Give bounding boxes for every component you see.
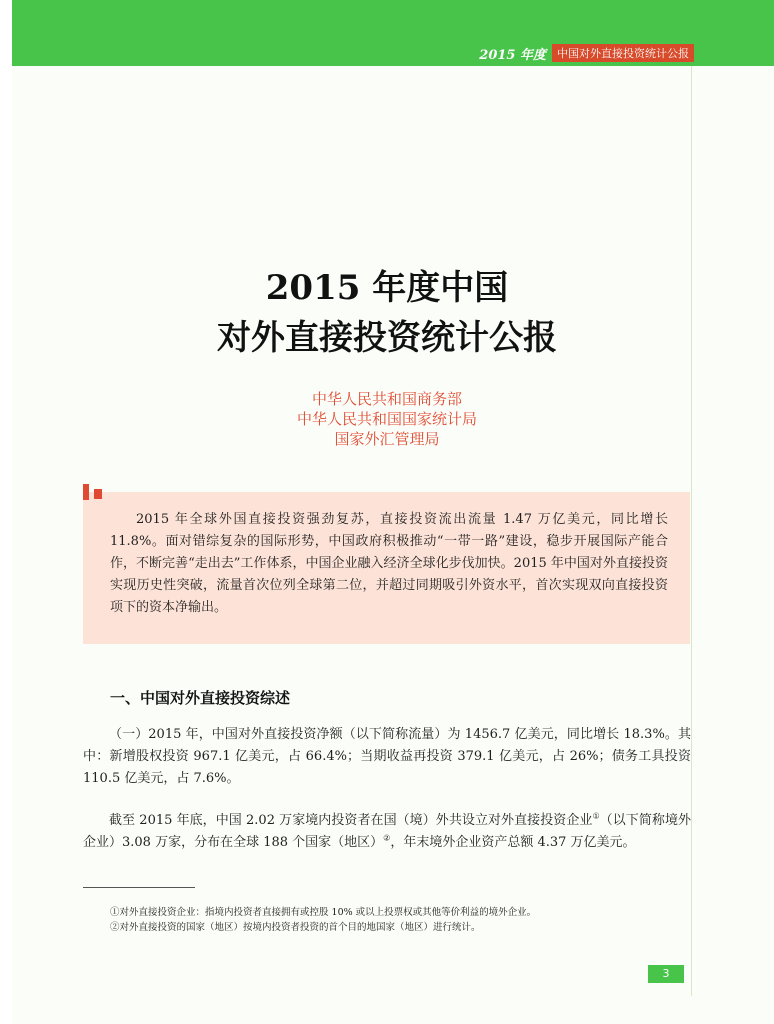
org-nbs: 中华人民共和国国家统计局: [296, 410, 477, 428]
footnote-1: ①对外直接投资企业：指境内投资者直接拥有或控股 10% 或以上投票权或其他等价利益的境外企业。: [110, 907, 537, 918]
footnote-2: ②对外直接投资的国家（地区）按境内投资者投资的首个目的地国家（地区）进行统计。: [110, 922, 481, 933]
summary-text: 2015 年全球外国直接投资强劲复苏，直接投资流出流量 1.47 万亿美元，同比增长 11.8%。面对错综复杂的国际形势，中国政府积极推动“一带一路”建设，稳步开展国际产能合作，不断完善“走出去”工作体系，中国企业融入经济全球化步伐加快。2015 年中国对外直接投资实现历史性突破，流量首次位列全球第二位，并超过同期吸引外资水平，首次实现双向直接投资项下的资本净输出。: [110, 512, 668, 615]
running-header: [479, 44, 694, 62]
footnote-divider: [83, 887, 195, 888]
footnote-ref-2[interactable]: ②: [383, 833, 391, 843]
margin-line: [691, 66, 692, 996]
p2-text-a: 截至 2015 年底，中国 2.02 万家境内投资者在国（境）外共设立对外直接投资企业: [109, 813, 593, 828]
org-mofcom: 中华人民共和国商务部: [311, 390, 462, 408]
p2-text-c: ，年末境外企业资产总额 4.37 万亿美元。: [390, 835, 636, 850]
page-number: 3: [648, 965, 684, 983]
issuing-organizations: [0, 389, 774, 449]
footnote-ref-1[interactable]: ①: [592, 811, 600, 821]
paragraph-flow: （一）2015 年，中国对外直接投资净额（以下简称流量）为 1456.7 亿美元，同比增长 18.3%。其中：新增股权投资 967.1 亿美元，占 66.4%；当期收益再投资 379.1 亿美元，占 26%；债务工具投资 110.5 亿美元，占 7.6%。: [83, 727, 691, 786]
p2-text-b: （以下简称境外企业）3.08 万家，分布在全球 188 个国家（地区）: [83, 813, 691, 850]
summary-marker-small-icon: [94, 489, 102, 499]
header-title: 中国对外直接投资统计公报: [552, 44, 694, 62]
org-safe: 国家外汇管理局: [334, 430, 440, 448]
paragraph-stock: [83, 810, 691, 854]
footnotes: [110, 905, 536, 935]
document-title: [0, 263, 774, 363]
section-heading: 一、中国对外直接投资综述: [110, 689, 291, 707]
header-year: 2015 年度: [479, 47, 546, 63]
title-line-2: 对外直接投资统计公报: [217, 318, 557, 358]
summary-marker-icon: [83, 484, 89, 500]
title-line-1: 2015 年度中国: [265, 268, 509, 308]
